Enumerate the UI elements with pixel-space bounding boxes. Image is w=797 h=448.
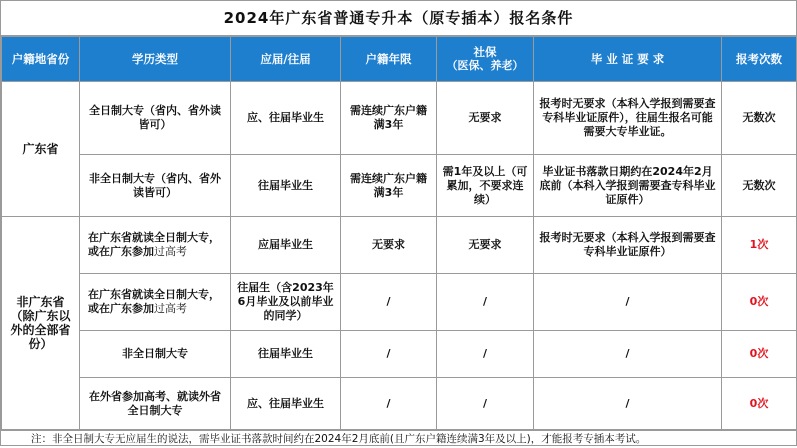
social-security-cell: / [437,378,534,430]
table-row [2,217,797,274]
requirements-table [1,36,797,430]
header-household-years: 户籍年限 [341,37,437,82]
graduate-cell: 往届毕业生 [231,331,341,378]
social-security-cell: 需1年及以上（可累加，不要求连续） [437,155,534,217]
header-social-security-sub: （医保、养老） [446,59,524,72]
household-years-cell: 无要求 [341,217,437,274]
table-row [2,82,797,155]
edu-type-text: 在广东省就读全日制大专，或在广东参加 [88,288,220,315]
certificate-cell: / [534,331,722,378]
table-row [2,378,797,430]
household-years-cell: 需连续广东户籍满3年 [341,155,437,217]
header-social-security [437,37,534,82]
edu-type-text-tail: 过高考 [154,302,187,315]
header-social-security-label: 社保 [473,45,497,59]
attempts-cell: 无数次 [722,155,797,217]
table-row [2,331,797,378]
graduate-cell: 应、往届毕业生 [231,82,341,155]
region-cell: 广东省 [2,82,80,217]
header-attempts: 报考次数 [722,37,797,82]
edu-type-cell: 非全日制大专 [80,331,231,378]
table-row [2,274,797,331]
certificate-cell: 报考时无要求（本科入学报到需要查专科毕业证原件），往届生报名可能需要大专毕业证。 [534,82,722,155]
certificate-cell: 毕业证书落款日期约在2024年2月底前（本科入学报到需要查专科毕业证原件） [534,155,722,217]
household-years-cell: 需连续广东户籍满3年 [341,82,437,155]
attempts-cell: 无数次 [722,82,797,155]
edu-type-text-tail: 过高考 [154,245,187,258]
social-security-cell: 无要求 [437,217,534,274]
header-region: 户籍地省份 [2,37,80,82]
edu-type-cell [80,217,231,274]
attempts-cell: 0次 [722,274,797,331]
edu-type-cell: 在外省参加高考、就读外省全日制大专 [80,378,231,430]
region-cell: 非广东省（除广东以外的全部省份） [2,217,80,430]
certificate-cell: 报考时无要求（本科入学报到需要查专科毕业证原件） [534,217,722,274]
household-years-cell: / [341,331,437,378]
social-security-cell: / [437,274,534,331]
header-graduate: 应届/往届 [231,37,341,82]
attempts-cell: 1次 [722,217,797,274]
graduate-cell: 应、往届毕业生 [231,378,341,430]
graduate-cell: 往届生（含2023年6月毕业及以前毕业的同学） [231,274,341,331]
attempts-cell: 0次 [722,331,797,378]
page-title: 2024年广东省普通专升本（原专插本）报名条件 [1,1,796,36]
header-edu-type: 学历类型 [80,37,231,82]
household-years-cell: / [341,274,437,331]
graduate-cell: 往届毕业生 [231,155,341,217]
edu-type-cell: 非全日制大专（省内、省外读皆可） [80,155,231,217]
edu-type-cell: 全日制大专（省内、省外读皆可） [80,82,231,155]
graduate-cell: 应届毕业生 [231,217,341,274]
certificate-cell: / [534,274,722,331]
certificate-cell: / [534,378,722,430]
footnote: 注：非全日制大专无应届生的说法，需毕业证书落款时间约在2024年2月底前(且广东户籍连续满3年及以上)，才能报考专插本考试。 [1,430,796,448]
social-security-cell: 无要求 [437,82,534,155]
household-years-cell: / [341,378,437,430]
header-certificate: 毕 业 证 要 求 [534,37,722,82]
edu-type-cell [80,274,231,331]
social-security-cell: / [437,331,534,378]
edu-type-text: 在广东省就读全日制大专，或在广东参加 [88,231,220,258]
table-row [2,155,797,217]
attempts-cell: 0次 [722,378,797,430]
header-row [2,37,797,82]
